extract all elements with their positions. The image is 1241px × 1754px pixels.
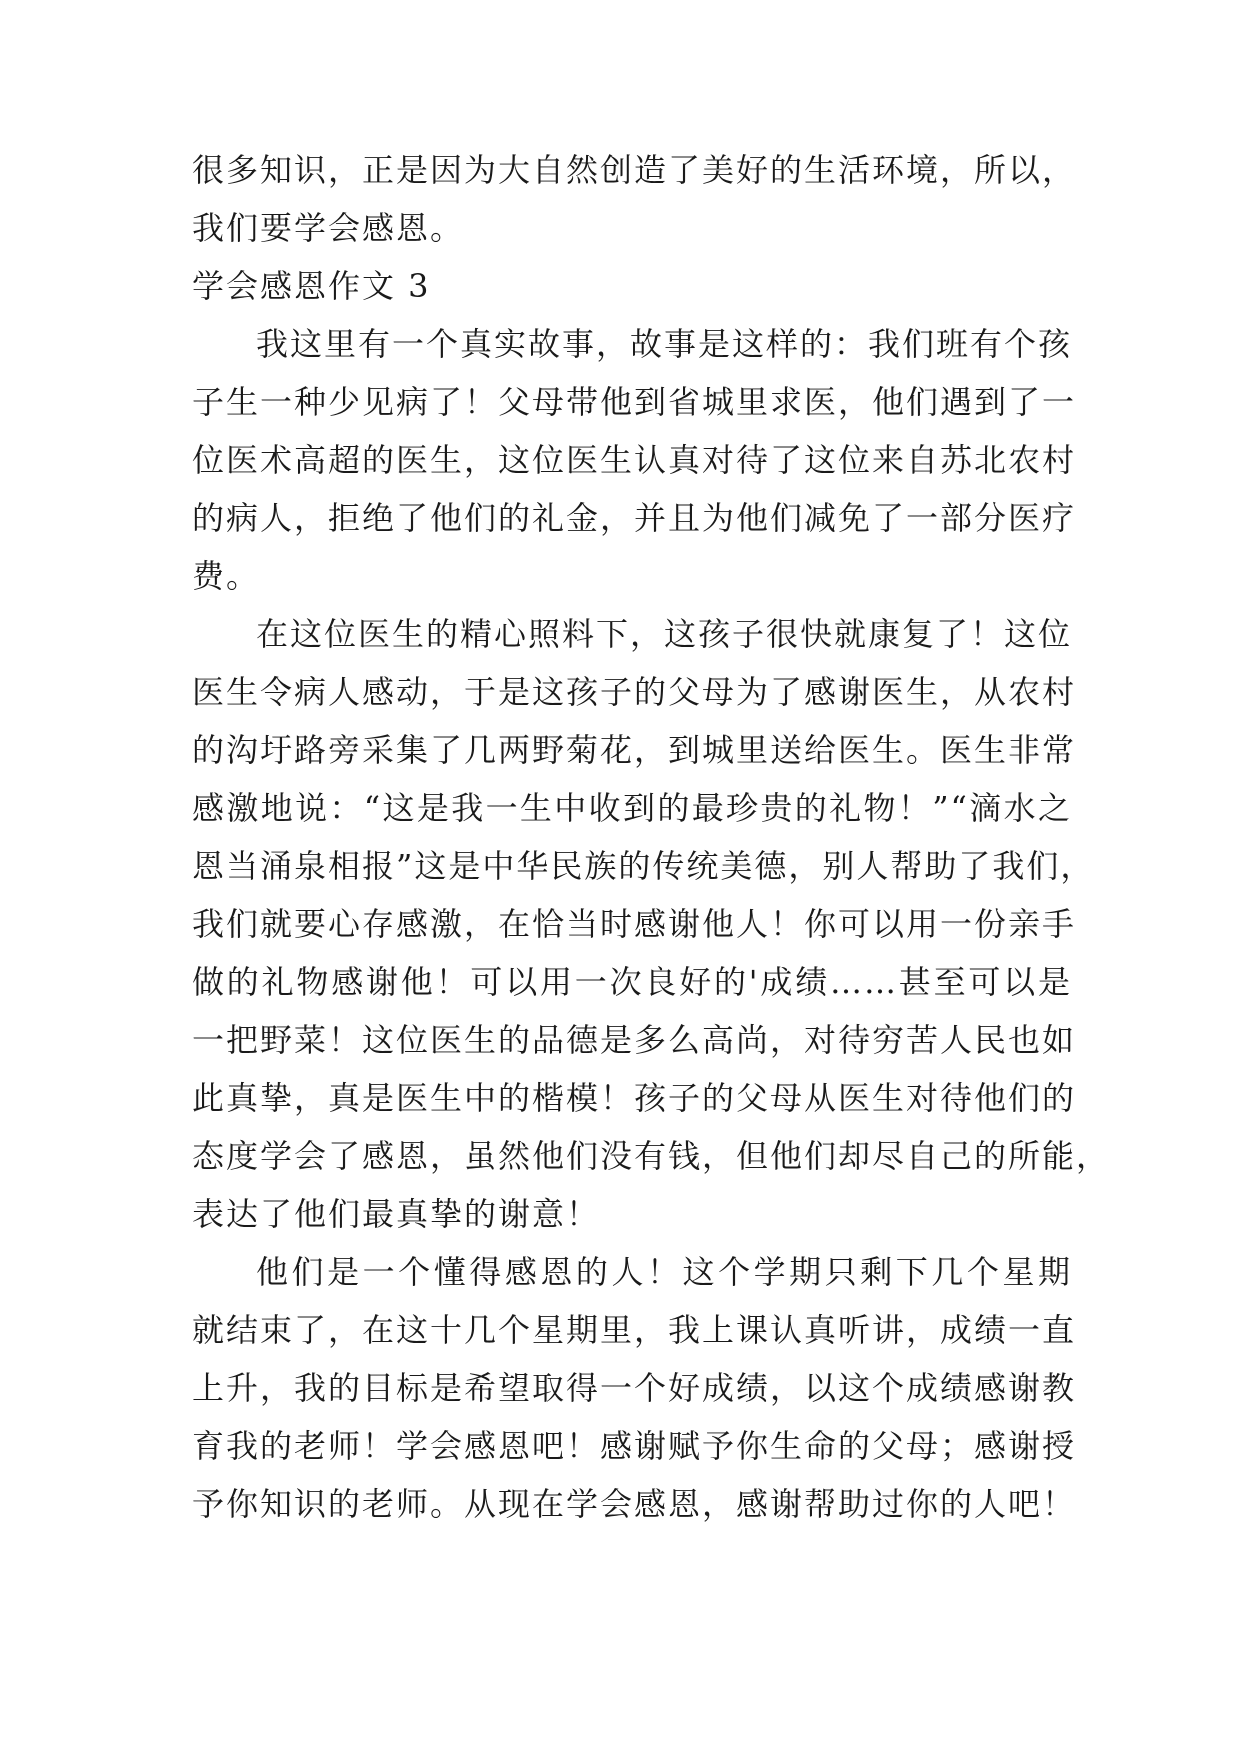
text-line: 我们就要心存感激，在恰当时感谢他人！你可以用一份亲手: [192, 905, 1077, 943]
text-line: 费。: [192, 557, 261, 595]
text-line: 恩当涌泉相报”这是中华民族的传统美德，别人帮助了我们，: [192, 847, 1095, 885]
text-line: 表达了他们最真挚的谢意！: [192, 1195, 601, 1233]
text-line: 做的礼物感谢他！可以用一次良好的'成绩……甚至可以是: [192, 963, 1072, 1001]
text-line: 就结束了，在这十几个星期里，我上课认真听讲，成绩一直: [192, 1311, 1077, 1349]
text-line: 此真挚，真是医生中的楷模！孩子的父母从医生对待他们的: [192, 1079, 1077, 1117]
text-line: 我这里有一个真实故事，故事是这样的：我们班有个孩: [256, 325, 1073, 363]
text-line: 态度学会了感恩，虽然他们没有钱，但他们却尽自己的所能，: [192, 1137, 1111, 1175]
text-line: 育我的老师！学会感恩吧！感谢赋予你生命的父母；感谢授: [192, 1427, 1077, 1465]
text-line: 予你知识的老师。从现在学会感恩，感谢帮助过你的人吧！: [192, 1485, 1077, 1523]
text-line: 我们要学会感恩。: [192, 209, 465, 247]
section-heading: 学会感恩作文 3: [192, 267, 431, 305]
text-line: 的沟圩路旁采集了几两野菊花，到城里送给医生。医生非常: [192, 731, 1077, 769]
text-line: 感激地说：“这是我一生中收到的最珍贵的礼物！”“滴水之: [192, 789, 1072, 827]
text-line: 一把野菜！这位医生的品德是多么高尚，对待穷苦人民也如: [192, 1021, 1077, 1059]
text-line: 上升，我的目标是希望取得一个好成绩，以这个成绩感谢教: [192, 1369, 1077, 1407]
text-line: 医生令病人感动，于是这孩子的父母为了感谢医生，从农村: [192, 673, 1077, 711]
text-line: 子生一种少见病了！父母带他到省城里求医，他们遇到了一: [192, 383, 1077, 421]
text-line: 的病人，拒绝了他们的礼金，并且为他们减免了一部分医疗: [192, 499, 1077, 537]
text-line: 位医术高超的医生，这位医生认真对待了这位来自苏北农村: [192, 441, 1077, 479]
text-line: 很多知识，正是因为大自然创造了美好的生活环境，所以，: [192, 151, 1077, 189]
text-line: 在这位医生的精心照料下，这孩子很快就康复了！这位: [256, 615, 1073, 653]
text-line: 他们是一个懂得感恩的人！这个学期只剩下几个星期: [256, 1253, 1072, 1291]
